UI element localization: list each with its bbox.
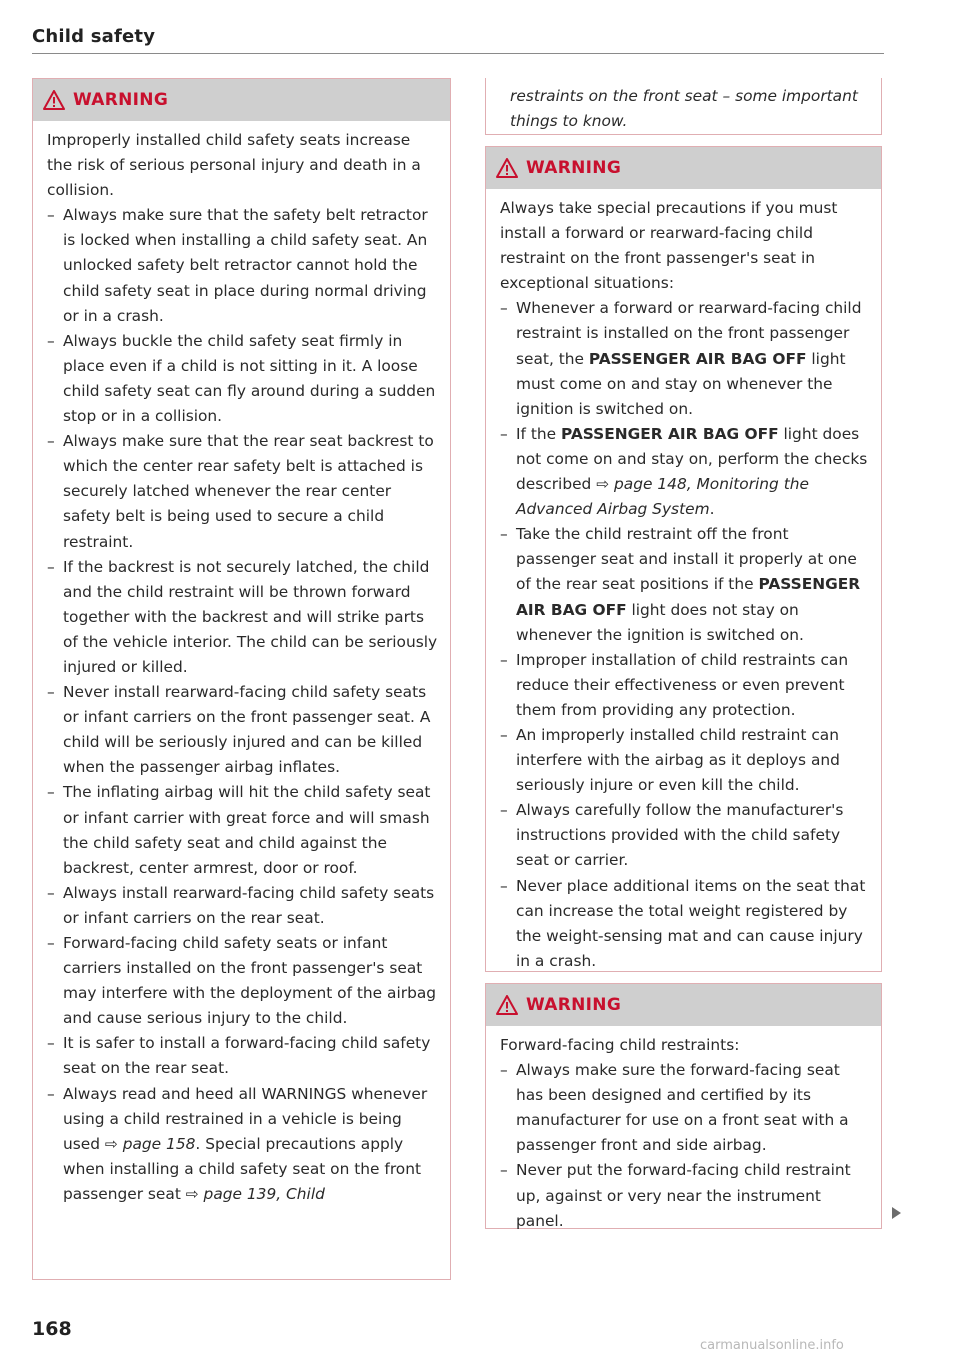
page-header-title: Child safety [32, 26, 156, 47]
warning-body [486, 1026, 881, 1242]
page-reference-link[interactable]: ⇨ page 158 [104, 1134, 196, 1153]
list-item: – Never put the forward-facing child restraint up, against or very near the instrument panel. [500, 1158, 869, 1233]
item-text: . [709, 500, 715, 519]
list-item: – Improper installation of child restraints can reduce their effectiveness or even prevent them from providing any protection. [500, 648, 869, 723]
page-reference-link[interactable]: ⇨ page 139, Child [185, 1184, 325, 1203]
warning-title: WARNING [526, 995, 622, 1015]
warning-title: WARNING [73, 90, 169, 110]
item-text: Whenever a forward or rearward-facing child restraint is installed on the front passenger seat, the [516, 299, 862, 368]
list-item [47, 1082, 438, 1207]
list-item [500, 422, 869, 522]
page-reference-link[interactable]: ⇨ page 148, Monitoring the Advanced Airbag System [516, 475, 809, 519]
continuation-text: restraints on the front seat – some important things to know. [510, 87, 858, 130]
warning-header [486, 147, 881, 189]
warning-intro: Always take special precautions if you must install a forward or rearward-facing child restraint on the front passenger's seat in exceptional situations: [500, 199, 838, 293]
warning-header [486, 984, 881, 1026]
warning-intro: Forward-facing child restraints: [500, 1036, 740, 1054]
warning-triangle-icon [43, 90, 65, 110]
warning-triangle-icon [496, 158, 518, 178]
watermark: carmanualsonline.info [700, 1338, 844, 1353]
warning-list [47, 203, 438, 1207]
warning-box-right-1 [485, 146, 882, 972]
list-item: – Never place additional items on the seat that can increase the total weight registered by the weight-sensing mat and can cause injury in a crash. [500, 874, 869, 974]
list-item: – Forward-facing child safety seats or infant carriers installed on the front passenger's seat may interfere with the deployment of the airbag and cause serious injury to the child. [47, 931, 438, 1031]
list-item: – Always carefully follow the manufacturer's instructions provided with the child safety seat or carrier. [500, 798, 869, 873]
list-item: – The inflating airbag will hit the child safety seat or infant carrier with great force and will smash the child safety seat and child against the backrest, center armrest, door or roof. [47, 780, 438, 880]
warning-box-right-2 [485, 983, 882, 1229]
list-item: – It is safer to install a forward-facing child safety seat on the rear seat. [47, 1031, 438, 1081]
list-item: – Always make sure that the safety belt retractor is locked when installing a child safety seat. An unlocked safety belt retractor cannot hold the child safety seat in place during normal driving or in a crash. [47, 203, 438, 328]
warning-body [33, 121, 450, 1215]
list-item [500, 296, 869, 421]
item-text: . Special precautions apply when installing a child safety seat on the front passenger seat [63, 1134, 422, 1203]
list-item: – Always install rearward-facing child safety seats or infant carriers on the rear seat. [47, 881, 438, 931]
warning-box-left [32, 78, 451, 1280]
list-item: – Never install rearward-facing child safety seats or infant carriers on the front passenger seat. A child will be seriously injured and can be killed when the passenger airbag inflates. [47, 680, 438, 780]
item-text: If the [516, 424, 561, 443]
indicator-light-name: PASSENGER AIR BAG OFF [561, 424, 779, 443]
list-item: – Always make sure the forward-facing seat has been designed and certified by its manufacturer for use on a front seat with a passenger front and side airbag. [500, 1058, 869, 1158]
warning-body [486, 189, 881, 982]
list-item: – Always make sure that the rear seat backrest to which the center rear safety belt is attached is securely latched whenever the rear center safety belt is being used to secure a child restraint. [47, 429, 438, 554]
indicator-light-name: PASSENGER AIR BAG OFF [516, 575, 861, 619]
item-text: light does not come on and stay on, perform the checks described [516, 424, 868, 494]
continuation-box [485, 78, 882, 135]
warning-intro: Improperly installed child safety seats increase the risk of serious personal injury and death in a collision. [47, 131, 421, 200]
warning-triangle-icon [496, 995, 518, 1015]
item-text: Take the child restraint off the front passenger seat and install it properly at one of the rear seat positions if the [516, 525, 857, 594]
list-item: – If the backrest is not securely latched, the child and the child restraint will be thrown forward together with the backrest and will strike parts of the vehicle interior. The child can be seriously injured or killed. [47, 555, 438, 680]
page-number: 168 [32, 1318, 72, 1340]
list-item [500, 522, 869, 647]
warning-title: WARNING [526, 158, 622, 178]
list-item: – Always buckle the child safety seat firmly in place even if a child is not sitting in it. A loose child safety seat can fly around during a sudden stop or in a collision. [47, 329, 438, 429]
item-text: light must come on and stay on whenever the ignition is switched on. [516, 349, 846, 418]
list-item: – An improperly installed child restraint can interfere with the airbag as it deploys and seriously injure or even kill the child. [500, 723, 869, 798]
item-text: Always read and heed all WARNINGS whenever using a child restrained in a vehicle is being used [63, 1084, 428, 1153]
warning-header [33, 79, 450, 121]
warning-list [500, 296, 869, 974]
indicator-light-name: PASSENGER AIR BAG OFF [588, 349, 807, 368]
warning-list [500, 1058, 869, 1234]
continue-next-page-arrow-icon[interactable] [892, 1207, 901, 1219]
header-divider [32, 53, 884, 54]
item-text: light does not stay on whenever the ignition is switched on. [516, 600, 804, 644]
